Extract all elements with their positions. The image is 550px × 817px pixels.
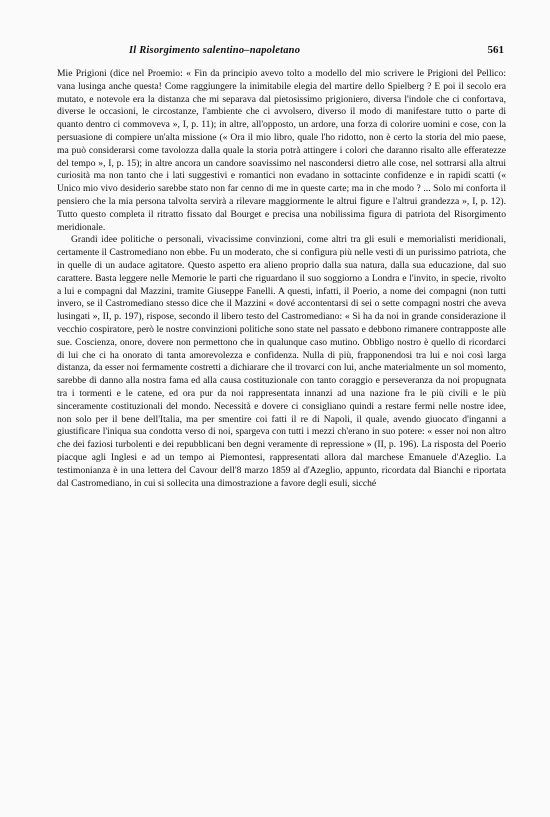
body-text — [57, 68, 506, 490]
paragraph-1: Mie Prigioni (dice nel Proemio: « Fin da principio avevo tolto a modello del mio scrivere le Prigioni del Pellico: vana lusinga anche questa! Come raggiungere la inimitabile elegia del martire dello Spielberg ? E poi il secolo era mutato, e notevole era la distanza che mi separava dal pietosissimo prigioniero, diversa l'indole che ci confortava, diverse le occasioni, le circostanze, l'ambiente che ci avvolsero, diverso il modo di manifestare tutto o parte di quanto dentro ci commoveva », I, p. 11); in altre, all'opposto, un ardore, una forza di colorire uomini e cose, con la persuasione di compiere un'alta missione (« Ora il mio libro, quale l'ho ridotto, non è certo la storia del mio paese, ma può considerarsi come tavolozza dalla quale la storia potrà attingere i colori che daranno risalto alle efferatezze del tempo », I, p. 15); in altre ancora un candore soavissimo nel nascondersi dietro alle cose, nel sottrarsi alla altrui curiosità ma non tanto che i lati suggestivi e romantici non evadano in sottacinte confidenze e in rapidi scatti (« Unico mio vivo desiderio sarebbe stato non far cenno di me in queste carte; ma in che modo ? ... Solo mi conforta il pensiero che la mia persona talvolta servirà a rilevare maggiormente le altrui figure e l'altrui grandezza », I, p. 12). Tutto questo completa il ritratto fissato dal Bourget e precisa una nobilissima figura di patriota del Risorgimento meridionale. — [57, 68, 506, 233]
running-title: Il Risorgimento salentino–napoletano — [129, 45, 301, 56]
page-number: 561 — [487, 44, 504, 56]
paragraph-2: Grandi idee politiche o personali, vivacissime convinzioni, come altri tra gli esuli e memorialisti meridionali, certamente il Castromediano non ebbe. Fu un moderato, che si configura più nelle vesti di un purissimo patriota, che in quelle di un audace agitatore. Questo aspetto era alieno proprio dalla sua natura, dalla sua educazione, dal suo carattere. Basta leggere nelle Memorie le parti che riguardano il suo soggiorno a Londra e l'invito, in specie, rivolto a lui e compagni dal Mazzini, tramite Giuseppe Fanelli. A questi, infatti, il Poerio, a nome dei compagni (non tutti invero, se il Castromediano stesso dice che il Mazzini « dové accontentarsi di sei o sette compagni nostri che aveva lusingati », II, p. 197), rispose, secondo il libero testo del Castromediano: « Si ha da noi in grande considerazione il vecchio cospiratore, però le nostre convinzioni politiche sono state nel passato e debbono rimanere contrapposte alle sue. Coscienza, onore, dovere non permettono che in qualunque caso mutino. Obbligo nostro è quello di ricordarci di lui che ci ha onorato di tanta amorevolezza e confidenza. Nulla di più, frapponendosi tra lui e noi così larga distanza, da esser noi fermamente costretti a dichiarare che il trovarci con lui, anche materialmente un sol momento, sarebbe di danno alla nostra fama ed alla causa costituzionale con tanto coraggio e perseveranza da noi propugnata tra i tormenti e le catene, ed ora pur da noi rappresentata innanzi ad una nazione fra le più civili e le più sinceramente costituzionali del mondo. Necessità e dovere ci consigliano quindi a restare fermi nelle nostre idee, non solo per il bene dell'Italia, ma per smentire coi fatti il re di Napoli, il quale, avendo giuocato d'inganni a giustificare l'iniqua sua condotta verso di noi, spargeva con tutti i mezzi ch'erano in suo potere: « esser noi non altro che dei faziosi turbolenti e dei repubblicani ben degni veramente di repressione » (II, p. 196). La risposta del Poerio piacque agli Inglesi e ad un tempo ai Piemontesi, rappresentati allora dal marchese Emanuele d'Azeglio. La testimonianza è in una lettera del Cavour dell'8 marzo 1859 al d'Azeglio, appunto, ricordata dal Bianchi e riportata dal Castromediano, in cui si sollecita una dimostrazione a favore degli esuli, sicché — [57, 234, 506, 489]
page-header — [57, 44, 506, 56]
